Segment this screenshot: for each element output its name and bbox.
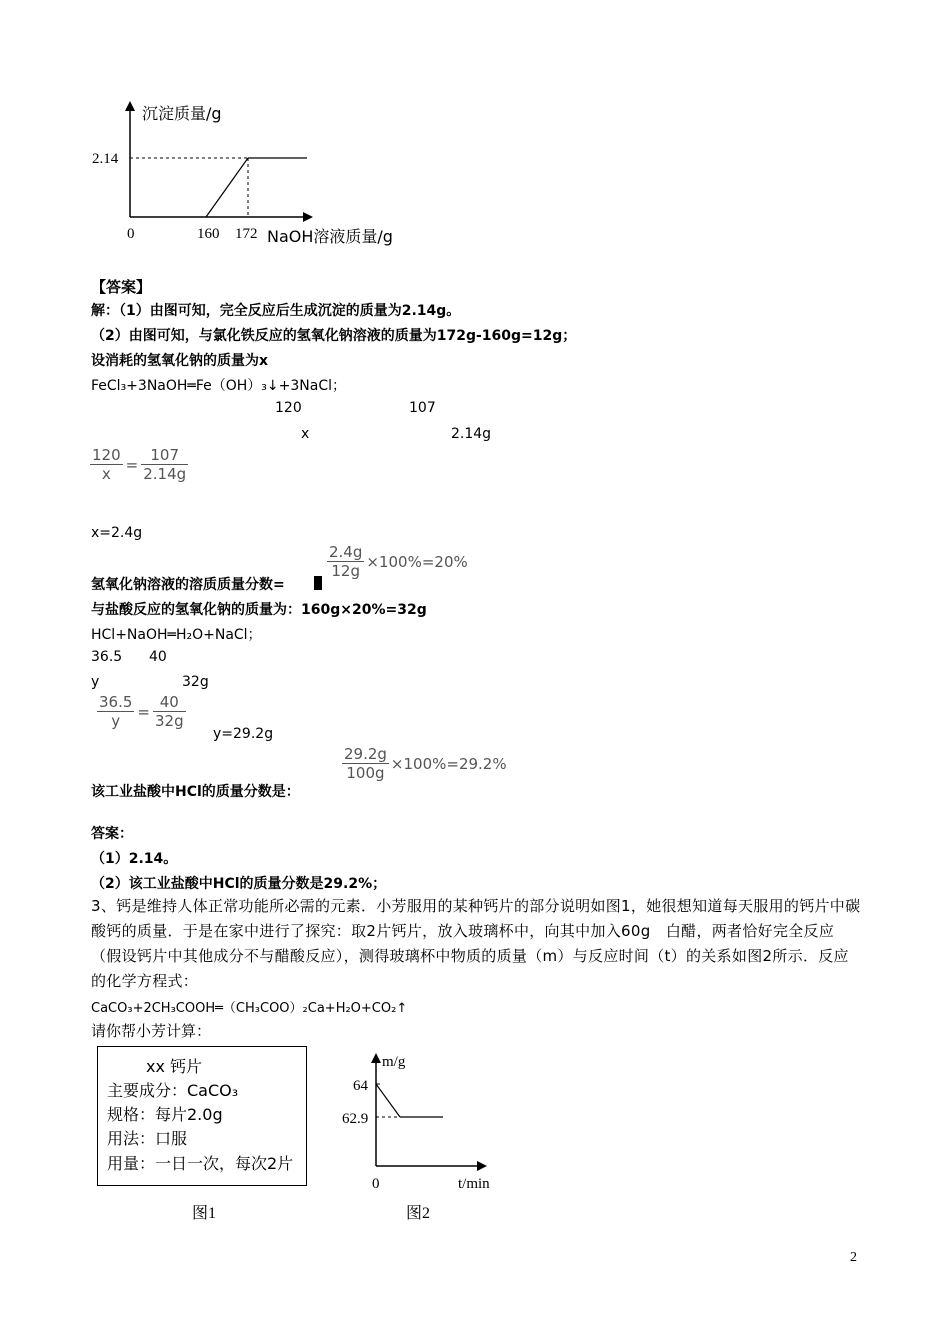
eq2-var-y: y bbox=[91, 674, 100, 690]
hcl-fraction-formula bbox=[342, 745, 507, 782]
x-axis-label: t/min bbox=[458, 1176, 490, 1192]
eq1-coef-b: 107 bbox=[409, 400, 436, 416]
eq2-coef-a: 36.5 bbox=[91, 649, 123, 665]
page-number: 2 bbox=[850, 1250, 857, 1265]
proportion-1 bbox=[90, 446, 188, 483]
figure-2-caption: 图2 bbox=[406, 1205, 431, 1222]
answer-line-1: 解：（1）由图可知，完全反应后生成沉淀的质量为2.14g。 bbox=[91, 303, 461, 319]
x-axis-arrow bbox=[477, 1161, 487, 1171]
mf-tail: ×100%=20% bbox=[366, 552, 468, 571]
frac1-equals: = bbox=[125, 455, 139, 474]
figure-1-caption: 图1 bbox=[192, 1205, 217, 1222]
answer-line-2: （2）由图可知，与氯化铁反应的氢氧化钠溶液的质量为172g-160g=12g； bbox=[91, 328, 577, 344]
x-tick-label: 172 bbox=[235, 226, 258, 242]
mass-fraction-label: 氢氧化钠溶液的溶质质量分数= bbox=[91, 577, 285, 593]
y-axis-arrow bbox=[371, 1053, 381, 1063]
frac2-den: 2.14g bbox=[143, 465, 187, 483]
question-3-ask: 请你帮小芳计算： bbox=[91, 1022, 212, 1040]
final-answer-1: （1）2.14。 bbox=[91, 851, 178, 867]
frac1-num: 120 bbox=[92, 446, 121, 464]
calcium-tablet-label-box bbox=[97, 1046, 307, 1186]
cursor-block bbox=[314, 576, 322, 590]
y-result: y=29.2g bbox=[213, 726, 274, 742]
frac3-den: y bbox=[97, 711, 134, 730]
x-tick-label: 0 bbox=[127, 226, 135, 242]
x-axis-label: NaOH溶液质量/g bbox=[267, 227, 393, 246]
equation-1: FeCl₃+3NaOH═Fe（OH）₃↓+3NaCl； bbox=[91, 378, 346, 394]
frac4-num: 40 bbox=[159, 693, 179, 711]
y-tick-label: 64 bbox=[353, 1078, 368, 1094]
y-axis-label: 沉淀质量/g bbox=[142, 104, 222, 123]
frac3-equals: = bbox=[137, 702, 150, 721]
hcl-den: 100g bbox=[342, 763, 389, 782]
label-title: xx 钙片 bbox=[146, 1057, 203, 1076]
frac2-num: 107 bbox=[150, 446, 179, 464]
hcl-label: 该工业盐酸中HCl的质量分数是： bbox=[91, 784, 300, 800]
y-axis-arrow bbox=[125, 101, 135, 111]
series-drop bbox=[376, 1084, 400, 1117]
mf-den: 12g bbox=[327, 561, 364, 580]
mass-fraction-formula bbox=[327, 543, 468, 580]
label-spec: 规格：每片2.0g bbox=[107, 1105, 223, 1124]
answer-line-3: 设消耗的氢氧化钠的质量为x bbox=[91, 353, 269, 369]
series-rise bbox=[206, 158, 248, 217]
x-axis-arrow bbox=[303, 212, 313, 222]
hcl-tail: ×100%=29.2% bbox=[390, 754, 507, 773]
naoh-mass-line: 与盐酸反应的氢氧化钠的质量为：160g×20%=32g bbox=[91, 602, 427, 618]
y-tick-label: 2.14 bbox=[92, 151, 119, 167]
answer-heading: 【答案】 bbox=[91, 278, 152, 296]
hcl-num: 29.2g bbox=[344, 745, 387, 763]
final-answer-heading: 答案： bbox=[91, 826, 133, 842]
x-tick-label: 0 bbox=[372, 1176, 380, 1192]
equation-2: HCl+NaOH═H₂O+NaCl； bbox=[91, 627, 262, 643]
frac3-num: 36.5 bbox=[99, 693, 133, 711]
x-result: x=2.4g bbox=[91, 525, 143, 541]
eq1-value: 2.14g bbox=[451, 426, 492, 442]
y-axis-label: m/g bbox=[382, 1054, 406, 1070]
label-dosage: 用量：一日一次，每次2片 bbox=[107, 1154, 294, 1173]
mass-time-chart bbox=[340, 1048, 510, 1198]
label-usage: 用法：口服 bbox=[107, 1129, 188, 1148]
frac4-den: 32g bbox=[154, 712, 184, 730]
frac1-den: x bbox=[90, 464, 123, 483]
eq1-var-x: x bbox=[301, 426, 310, 442]
question-3-text: 3、钙是维持人体正常功能所必需的元素．小芳服用的某种钙片的部分说明如图1，她很想知道每天服用的钙片中碳酸钙的质量．于是在家中进行了探究：取2片钙片，放入玻璃杯中，向其中加入60g 白醋，两者恰好完全反应（假设钙片中其他成分不与醋酸反应），测得玻璃杯中物质的质量（m）与反应时间（t）的关系如图2所示．反应的化学方程式： bbox=[91, 897, 861, 990]
proportion-2 bbox=[97, 693, 186, 730]
label-ingredient: 主要成分：CaCO₃ bbox=[107, 1081, 239, 1100]
question-3-equation: CaCO₃+2CH₃COOH═（CH₃COO）₂Ca+H₂O+CO₂↑ bbox=[91, 1001, 408, 1016]
eq2-coef-b: 40 bbox=[149, 649, 167, 665]
eq1-coef-a: 120 bbox=[275, 400, 302, 416]
x-tick-label: 160 bbox=[197, 226, 220, 242]
mf-num: 2.4g bbox=[329, 543, 363, 561]
y-tick-label: 62.9 bbox=[342, 1111, 369, 1127]
final-answer-2: （2）该工业盐酸中HCl的质量分数是29.2%； bbox=[91, 876, 387, 892]
eq2-value: 32g bbox=[182, 674, 209, 690]
precipitate-chart bbox=[85, 95, 405, 255]
